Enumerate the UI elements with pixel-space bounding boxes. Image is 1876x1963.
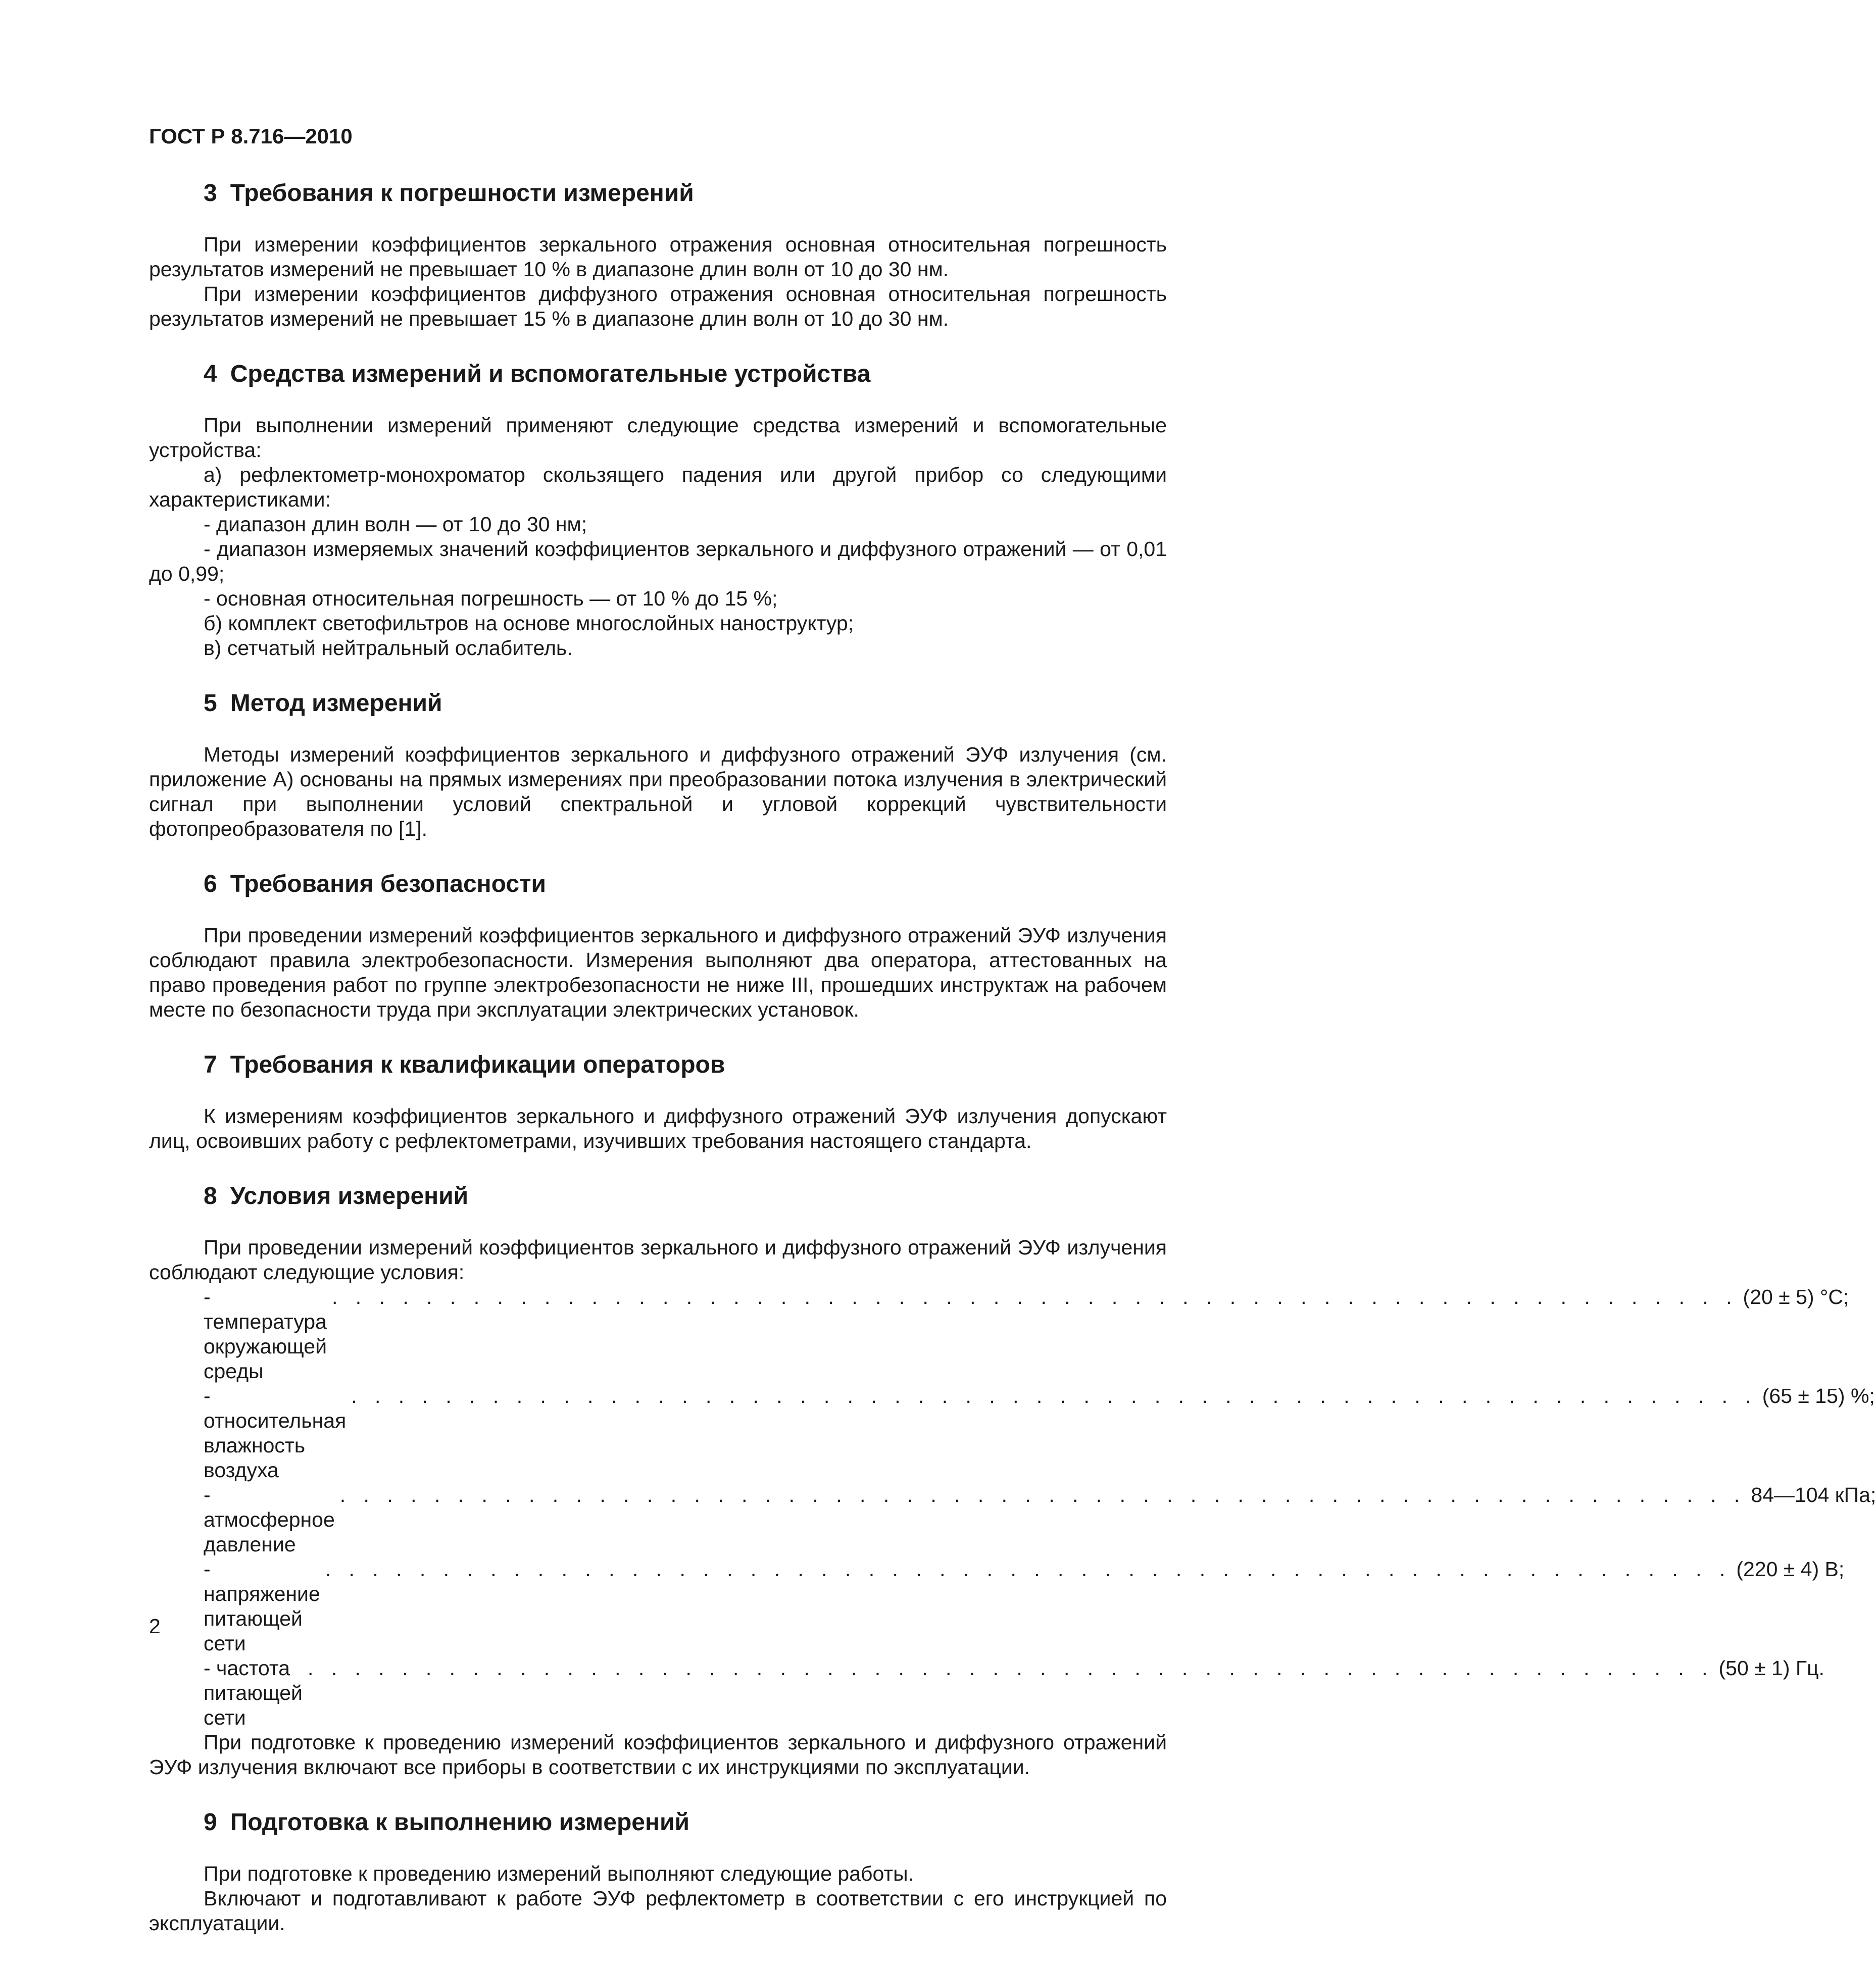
paragraph: При проведении измерений коэффициентов зеркального и диффузного отражений ЭУФ излучения соблюдают правила электробезопасности. Измерения выполняют два оператора, аттестованных на право проведения работ по группе электробезопасности не ниже III, прошедших инструктаж на рабочем месте по безопасности труда при эксплуатации электрических установок. xyxy=(149,924,1167,1021)
dot-leader: . . . . . . . . . . . . . . . . . . . . . . . . . . . . . . . . . . . . . . . . . . . . . . . . . . . . . . . . . . . . xyxy=(339,1483,1746,1506)
list-item: - основная относительная погрешность — от 10 % до 15 %; xyxy=(204,587,778,610)
section-8 xyxy=(149,1181,1876,1780)
paragraph: Включают и подготавливают к работе ЭУФ рефлектометр в соответствии с его инструкцией по эксплуатации. xyxy=(149,1887,1167,1935)
dot-leader: . . . . . . . . . . . . . . . . . . . . . . . . . . . . . . . . . . . . . . . . . . . . . . . . . . . . . . . . . . . . xyxy=(332,1285,1738,1308)
condition-row xyxy=(149,1483,1876,1557)
condition-value: (50 ± 1) Гц. xyxy=(1718,1656,1824,1680)
list-item: б) комплект светофильтров на основе многослойных наноструктур; xyxy=(204,612,854,635)
condition-value: (65 ± 15) %; xyxy=(1762,1384,1875,1407)
dot-leader: . . . . . . . . . . . . . . . . . . . . . . . . . . . . . . . . . . . . . . . . . . . . . . . . . . . . . . . . . . . . xyxy=(325,1557,1732,1581)
condition-value: (220 ± 4) В; xyxy=(1736,1557,1845,1581)
document-page xyxy=(149,121,1876,1963)
section-heading: 3 Требования к погрешности измерений xyxy=(204,180,694,207)
condition-row xyxy=(149,1285,1849,1384)
condition-label: - напряжение питающей сети xyxy=(204,1557,320,1655)
condition-row xyxy=(149,1557,1845,1656)
section-7 xyxy=(149,1049,1167,1153)
list-item: в) сетчатый нейтральный ослабитель. xyxy=(204,636,573,660)
condition-label: - температура окружающей среды xyxy=(204,1285,327,1383)
list-item: а) рефлектометр-монохроматор скользящего падения или другой прибор со следующими характеристиками: xyxy=(149,463,1167,511)
condition-row xyxy=(149,1384,1875,1483)
section-heading: 7 Требования к квалификации операторов xyxy=(204,1051,725,1078)
section-4 xyxy=(149,359,1167,661)
condition-label: - относительная влажность воздуха xyxy=(204,1384,347,1482)
condition-row xyxy=(149,1656,1824,1730)
paragraph: При выполнении измерений применяют следующие средства измерений и вспомогательные устройства: xyxy=(149,414,1167,462)
list-item: - диапазон измеряемых значений коэффициентов зеркального и диффузного отражений — от 0,01 до 0,99; xyxy=(149,537,1167,585)
paragraph: При подготовке к проведению измерений коэффициентов зеркального и диффузного отражений ЭУФ излучения включают все приборы в соответствии с их инструкциями по эксплуатации. xyxy=(149,1731,1167,1779)
paragraph: При подготовке к проведению измерений выполняют следующие работы. xyxy=(204,1862,914,1885)
section-heading: 8 Условия измерений xyxy=(204,1183,469,1210)
section-9 xyxy=(149,1807,1167,1936)
section-3 xyxy=(149,178,1167,331)
condition-value: 84—104 кПа; xyxy=(1751,1483,1876,1506)
paragraph: К измерениям коэффициентов зеркального и диффузного отражений ЭУФ излучения допускают лиц, освоивших работу с рефлектометрами, изучивших требования настоящего стандарта. xyxy=(149,1104,1167,1152)
page-number: 2 xyxy=(149,1615,161,1638)
condition-label: - атмосферное давление xyxy=(204,1483,335,1556)
section-heading: 6 Требования безопасности xyxy=(204,871,547,897)
section-heading: 9 Подготовка к выполнению измерений xyxy=(204,1809,689,1836)
dot-leader: . . . . . . . . . . . . . . . . . . . . . . . . . . . . . . . . . . . . . . . . . . . . . . . . . . . . . . . . . . . . xyxy=(307,1656,1714,1680)
section-heading: 4 Средства измерений и вспомогательные устройства xyxy=(204,361,871,387)
document-code-header: ГОСТ Р 8.716—2010 xyxy=(149,124,353,148)
dot-leader: . . . . . . . . . . . . . . . . . . . . . . . . . . . . . . . . . . . . . . . . . . . . . . . . . . . . . . . . . . . . xyxy=(351,1384,1757,1407)
paragraph: При проведении измерений коэффициентов зеркального и диффузного отражений ЭУФ излучения соблюдают следующие условия: xyxy=(149,1236,1167,1284)
section-5 xyxy=(149,688,1167,841)
paragraph: При измерении коэффициентов зеркального отражения основная относительная погрешность результатов измерений не превышает 10 % в диапазоне длин волн от 10 до 30 нм. xyxy=(149,233,1167,281)
paragraph: Методы измерений коэффициентов зеркального и диффузного отражений ЭУФ излучения (см. приложение А) основаны на прямых измерениях при преобразовании потока излучения в электрический сигнал при выполнении условий спектральной и угловой коррекций чувствительности фотопреобразователя по [1]. xyxy=(149,743,1167,840)
list-item: - диапазон длин волн — от 10 до 30 нм; xyxy=(204,513,587,536)
paragraph: При измерении коэффициентов диффузного отражения основная относительная погрешность результатов измерений не превышает 15 % в диапазоне длин волн от 10 до 30 нм. xyxy=(149,282,1167,330)
condition-value: (20 ± 5) °C; xyxy=(1743,1285,1849,1308)
section-6 xyxy=(149,869,1167,1022)
section-heading: 5 Метод измерений xyxy=(204,690,442,717)
condition-label: - частота питающей сети xyxy=(204,1656,303,1729)
